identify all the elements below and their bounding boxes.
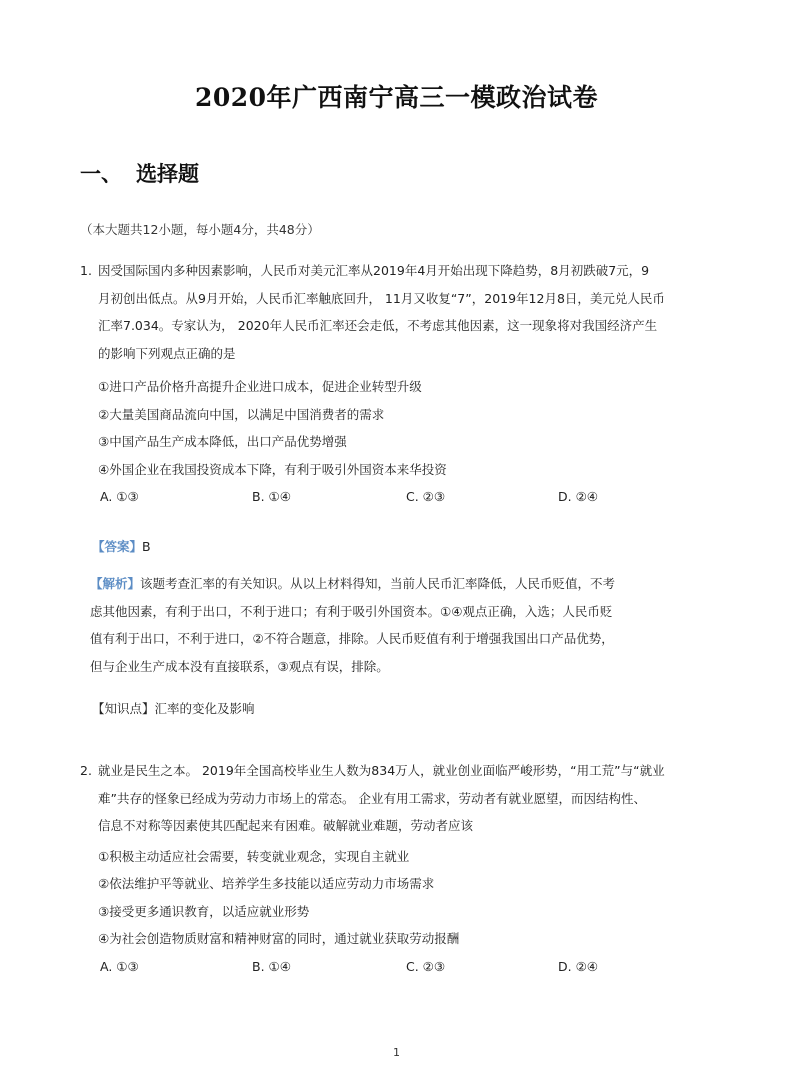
analysis-tag: 【解析】 xyxy=(90,576,141,591)
choice-a[interactable]: A. ①③ xyxy=(100,489,139,504)
question-stem-line: 月初创出低点。从9月开始，人民币汇率触底回升， 11月又收复“7”，2019年12月8日，美元兑人民币 xyxy=(98,290,665,306)
answer-choices xyxy=(80,483,720,510)
analysis-line: 值有利于出口，不利于进口，②不符合题意，排除。人民币贬值有利于增强我国出口产品优势， xyxy=(90,631,614,646)
statement-option: ①进口产品价格升高提升企业进口成本，促进企业转型升级 xyxy=(98,379,422,394)
answer-block xyxy=(92,533,151,561)
answer-tag: 【答案】 xyxy=(92,539,143,554)
section-heading xyxy=(80,158,199,188)
answer-value: B xyxy=(142,539,151,554)
section-number: 一、 xyxy=(80,162,122,186)
question-2 xyxy=(80,757,720,980)
question-number: 2. xyxy=(80,763,92,778)
knowledge-point: 【知识点】汇率的变化及影响 xyxy=(92,701,255,716)
statement-option: ③中国产品生产成本降低，出口产品优势增强 xyxy=(98,434,347,449)
choice-b[interactable]: B. ①④ xyxy=(252,958,291,974)
question-1 xyxy=(80,257,720,510)
choice-a[interactable]: A. ①③ xyxy=(100,958,139,974)
section-title: 选择题 xyxy=(136,162,199,186)
choice-b[interactable]: B. ①④ xyxy=(252,489,291,504)
question-stem-line xyxy=(80,257,720,285)
choice-c[interactable]: C. ②③ xyxy=(406,489,446,504)
question-stem-line: 难”共存的怪象已经成为劳动力市场上的常态。 企业有用工需求，劳动者有就业愿望，而因结构性、 xyxy=(98,790,646,806)
stem-text: 就业是民生之本。 2019年全国高校毕业生人数为834万人，就业创业面临严峻形势，“用工荒”与“就业 xyxy=(98,763,665,778)
choice-d[interactable]: D. ②④ xyxy=(558,489,598,504)
statement-option: ②大量美国商品流向中国，以满足中国消费者的需求 xyxy=(98,406,385,422)
statement-option: ②依法维护平等就业、培养学生多技能以适应劳动力市场需求 xyxy=(98,876,435,891)
question-stem-line: 汇率7.034。专家认为， 2020年人民币汇率还会走低，不考虑其他因素，这一现象将对我国经济产生 xyxy=(98,318,658,333)
statement-option: ③接受更多通识教育，以适应就业形势 xyxy=(98,903,310,919)
question-stem-line: 的影响下列观点正确的是 xyxy=(98,345,236,361)
question-stem-line: 信息不对称等因素使其匹配起来有困难。破解就业难题，劳动者应该 xyxy=(98,818,474,833)
document-title: 2020年广西南宁高三一模政治试卷 xyxy=(194,83,599,112)
answer-choices xyxy=(80,953,720,980)
analysis-text: 该题考查汇率的有关知识。从以上材料得知，当前人民币汇率降低，人民币贬值，不考 xyxy=(140,576,616,591)
analysis-line: 但与企业生产成本没有直接联系，③观点有误，排除。 xyxy=(90,658,389,674)
analysis-line: 虑其他因素，有利于出口，不利于进口；有利于吸引外国资本。①④观点正确，入选；人民币贬 xyxy=(90,603,613,619)
stem-text: 因受国际国内多种因素影响，人民币对美元汇率从2019年4月开始出现下降趋势，8月初跌破7元，9 xyxy=(98,263,650,278)
section-note: （本大题共12小题，每小题4分，共48分） xyxy=(80,222,320,237)
statement-option: ④为社会创造物质财富和精神财富的同时，通过就业获取劳动报酬 xyxy=(98,931,460,946)
choice-c[interactable]: C. ②③ xyxy=(406,958,446,974)
choice-d[interactable]: D. ②④ xyxy=(558,958,598,974)
statement-option: ④外国企业在我国投资成本下降，有利于吸引外国资本来华投资 xyxy=(98,461,447,477)
question-stem-line xyxy=(80,757,720,785)
analysis-block xyxy=(90,570,710,680)
statement-option: ①积极主动适应社会需要，转变就业观念，实现自主就业 xyxy=(98,848,410,864)
analysis-line xyxy=(90,570,710,598)
page-number: 1 xyxy=(393,1046,400,1059)
question-number: 1. xyxy=(80,263,92,278)
